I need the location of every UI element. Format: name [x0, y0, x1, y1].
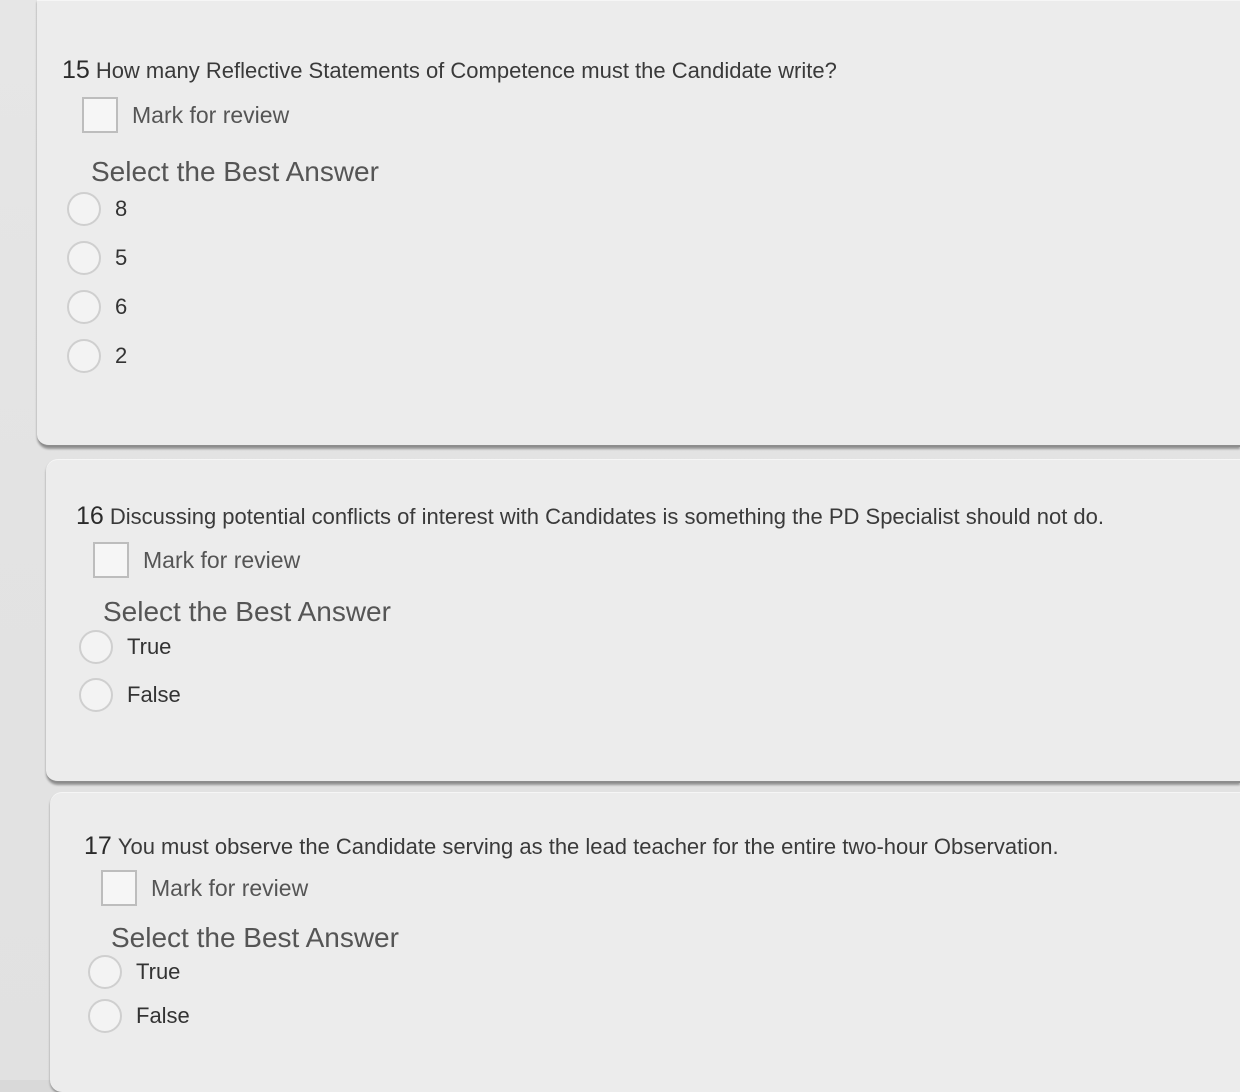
- answer-option[interactable]: [67, 290, 127, 324]
- radio-button[interactable]: [67, 290, 101, 324]
- radio-button[interactable]: [67, 192, 101, 226]
- answer-option[interactable]: [67, 241, 127, 275]
- question-text: You must observe the Candidate serving as the lead teacher for the entire two-hour Observation.: [117, 834, 1059, 859]
- option-label: 6: [115, 294, 128, 319]
- select-best-answer-label: Select the Best Answer: [103, 596, 391, 627]
- radio-button[interactable]: [67, 241, 101, 275]
- radio-button[interactable]: [79, 630, 113, 664]
- answer-options-15: [67, 192, 127, 373]
- mark-for-review-15[interactable]: [82, 97, 289, 133]
- question-number: 16: [76, 502, 104, 530]
- option-label: 8: [115, 196, 128, 221]
- answer-options-17: [88, 955, 190, 1033]
- radio-button[interactable]: [79, 678, 113, 712]
- option-label: 5: [115, 245, 128, 270]
- question-text: Discussing potential conflicts of interest with Candidates is something the PD Specialist should not do.: [109, 504, 1105, 529]
- question-17-title: [84, 832, 1059, 861]
- select-best-answer-label: Select the Best Answer: [111, 922, 399, 953]
- mark-for-review-checkbox[interactable]: [93, 542, 129, 578]
- option-label: 2: [115, 343, 128, 368]
- mark-for-review-label: Mark for review: [143, 546, 301, 573]
- question-text: How many Reflective Statements of Competence must the Candidate write?: [95, 58, 837, 83]
- mark-for-review-16[interactable]: [93, 542, 300, 578]
- answer-option[interactable]: [88, 999, 190, 1033]
- mark-for-review-17[interactable]: [101, 870, 308, 906]
- option-label: True: [127, 634, 172, 659]
- mark-for-review-label: Mark for review: [151, 874, 309, 901]
- mark-for-review-checkbox[interactable]: [101, 870, 137, 906]
- question-15-title: [62, 56, 837, 85]
- answer-option[interactable]: [79, 678, 181, 712]
- radio-button[interactable]: [88, 955, 122, 989]
- select-best-answer-label: Select the Best Answer: [91, 156, 379, 187]
- mark-for-review-label: Mark for review: [132, 101, 290, 128]
- question-number: 15: [62, 56, 90, 84]
- answer-option[interactable]: [88, 955, 190, 989]
- option-label: False: [136, 1003, 190, 1028]
- answer-options-16: [79, 630, 181, 712]
- option-label: True: [136, 959, 181, 984]
- mark-for-review-checkbox[interactable]: [82, 97, 118, 133]
- radio-button[interactable]: [88, 999, 122, 1033]
- answer-option[interactable]: [79, 630, 181, 664]
- answer-option[interactable]: [67, 192, 127, 226]
- answer-option[interactable]: [67, 339, 127, 373]
- option-label: False: [127, 682, 181, 707]
- radio-button[interactable]: [67, 339, 101, 373]
- question-number: 17: [84, 832, 112, 860]
- question-16-title: [76, 502, 1104, 531]
